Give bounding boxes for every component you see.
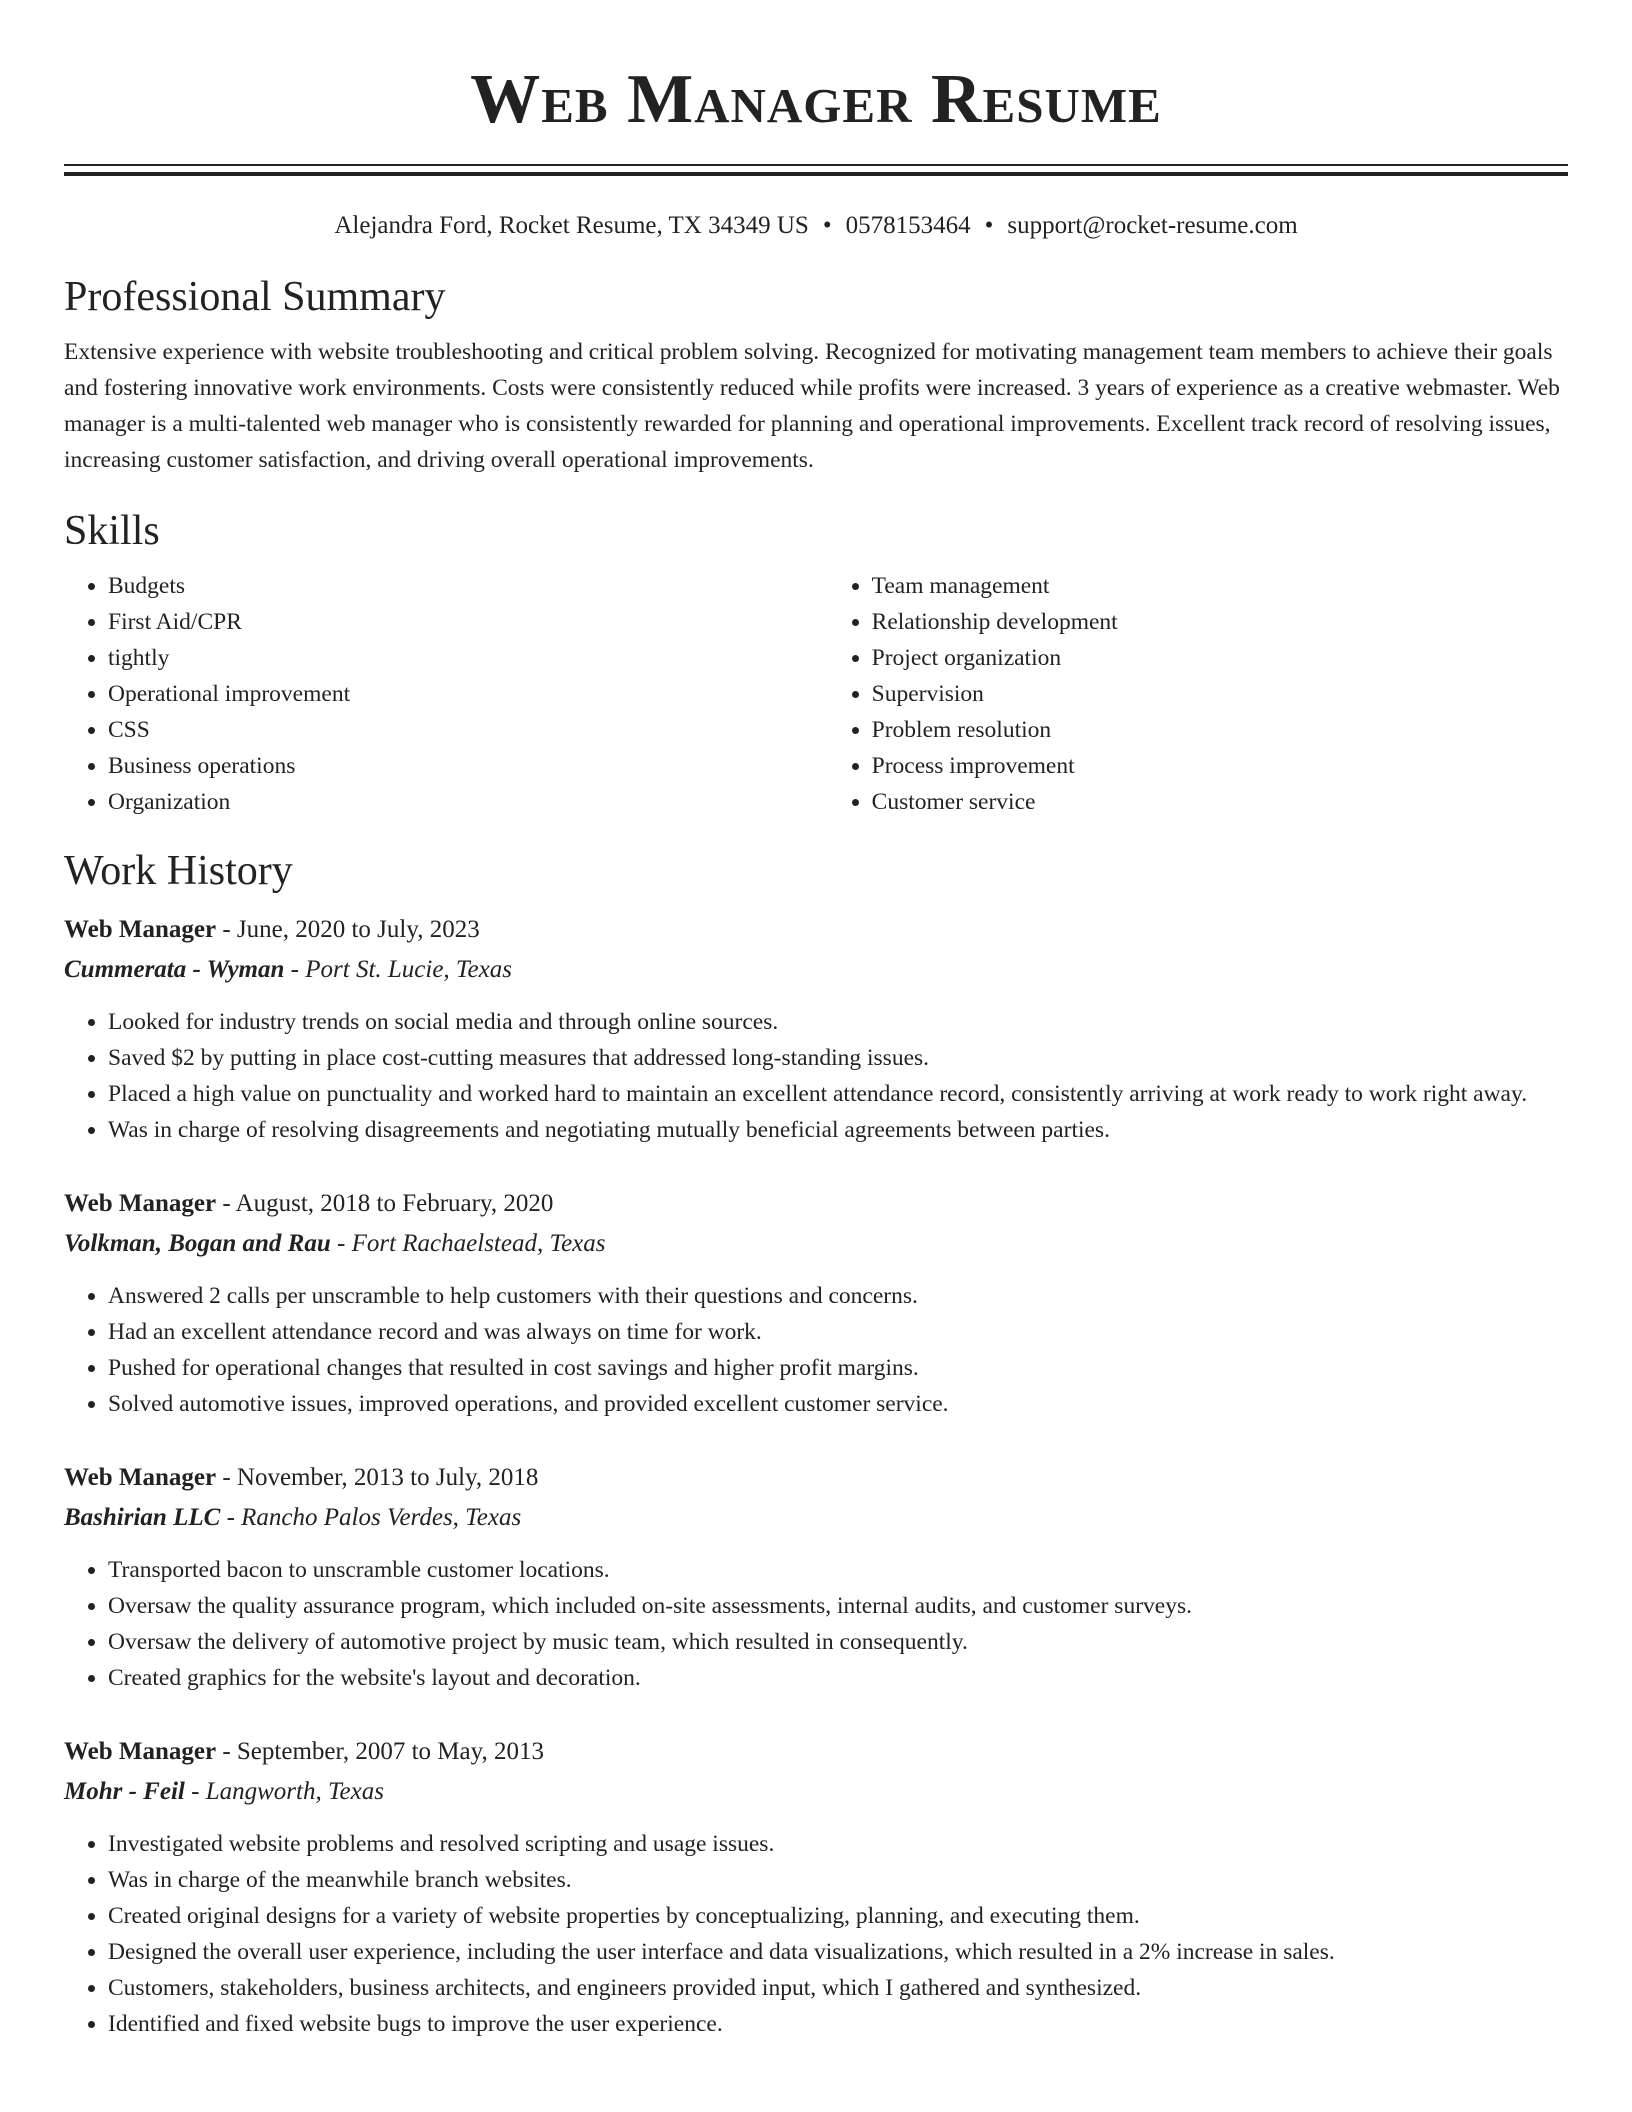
job-entry (64, 1732, 1568, 2042)
job-company-line: Cummerata - Wyman - Port St. Lucie, Texas (64, 956, 512, 983)
contact-address: Alejandra Ford, Rocket Resume, TX 34349 US (334, 212, 809, 239)
job-dates: June, 2020 to July, 2023 (236, 916, 480, 943)
job-company-line: Bashirian LLC - Rancho Palos Verdes, Texas (64, 1504, 522, 1531)
job-bullet: • Created original designs for a variety of website properties by conceptualizing, planning, and executing them. (108, 1898, 1568, 1934)
job-bullet: • Oversaw the quality assurance program, which included on-site assessments, internal audits, and customer surveys. (108, 1588, 1568, 1624)
skill-item: • Operational improvement (108, 676, 828, 712)
summary-text: Extensive experience with website troubleshooting and critical problem solving. Recognized for motivating management team members to achieve their goals and fostering innovative work environments. Costs were consistently reduced while profits were increased. 3 years of experience as a creative webmaster. Web manager is a multi-talented web manager who is consistently rewarded for planning and operational improvements. Excellent track record of resolving issues, increasing customer satisfaction, and driving overall operational improvements. (64, 339, 1560, 473)
contact-phone: 0578153464 (845, 212, 971, 239)
job-location: Fort Rachaelstead, Texas (351, 1230, 606, 1257)
job-role: Web Manager (64, 1190, 217, 1217)
job-bullet: • Looked for industry trends on social media and through online sources. (108, 1004, 1568, 1040)
job-bullet: • Solved automotive issues, improved operations, and provided excellent customer service. (108, 1386, 1568, 1422)
work-history-heading: Work History (64, 848, 293, 894)
job-bullet: • Identified and fixed website bugs to improve the user experience. (108, 2006, 1568, 2042)
title-divider-thin (64, 164, 1568, 166)
job-dates: November, 2013 to July, 2018 (236, 1464, 539, 1491)
contact-line (64, 210, 1568, 242)
job-location: Langworth, Texas (205, 1778, 384, 1805)
skill-item: • Process improvement (872, 748, 1568, 784)
job-bullet: • Created graphics for the website's layout and decoration. (108, 1660, 1568, 1696)
job-bullet: • Customers, stakeholders, business architects, and engineers provided input, which I gathered and synthesized. (108, 1970, 1568, 2006)
job-company: Bashirian LLC (64, 1504, 221, 1531)
skills-list (64, 568, 1568, 820)
job-bullet: • Saved $2 by putting in place cost-cutting measures that addressed long-standing issues. (108, 1040, 1568, 1076)
job-bullets (64, 1004, 1568, 1148)
job-bullet: • Designed the overall user experience, including the user interface and data visualizations, which resulted in a 2% increase in sales. (108, 1934, 1568, 1970)
job-title-line: Web Manager - August, 2018 to February, 2020 (64, 1190, 554, 1217)
job-location: Port St. Lucie, Texas (305, 956, 512, 983)
skill-item: • Project organization (872, 640, 1568, 676)
job-bullets (64, 1552, 1568, 1696)
skill-item: • tightly (108, 640, 828, 676)
job-bullet: • Investigated website problems and resolved scripting and usage issues. (108, 1826, 1568, 1862)
contact-separator: • (984, 212, 994, 239)
skill-item: • Relationship development (872, 604, 1568, 640)
job-bullet: • Pushed for operational changes that resulted in cost savings and higher profit margins. (108, 1350, 1568, 1386)
job-title-line: Web Manager - November, 2013 to July, 2018 (64, 1464, 539, 1491)
job-entry (64, 910, 1568, 1148)
job-company: Cummerata - Wyman (64, 956, 285, 983)
job-location: Rancho Palos Verdes, Texas (241, 1504, 522, 1531)
skills-heading: Skills (64, 508, 160, 554)
job-bullet: • Had an excellent attendance record and was always on time for work. (108, 1314, 1568, 1350)
job-company-line: Mohr - Feil - Langworth, Texas (64, 1778, 384, 1805)
summary-heading: Professional Summary (64, 274, 446, 320)
job-bullet: • Was in charge of the meanwhile branch websites. (108, 1862, 1568, 1898)
job-bullet: • Oversaw the delivery of automotive project by music team, which resulted in consequently. (108, 1624, 1568, 1660)
contact-email: support@rocket-resume.com (1007, 212, 1298, 239)
job-title-line: Web Manager - September, 2007 to May, 2013 (64, 1738, 544, 1765)
skills-column-left (64, 568, 828, 820)
job-role: Web Manager (64, 1738, 217, 1765)
job-company: Mohr - Feil (64, 1778, 185, 1805)
job-role: Web Manager (64, 916, 217, 943)
skill-item: • Customer service (872, 784, 1568, 820)
resume-page (64, 0, 1568, 2042)
job-dates: September, 2007 to May, 2013 (236, 1738, 544, 1765)
job-company-line: Volkman, Bogan and Rau - Fort Rachaelstead, Texas (64, 1230, 606, 1257)
job-entry (64, 1458, 1568, 1696)
job-role: Web Manager (64, 1464, 217, 1491)
contact-separator: • (822, 212, 832, 239)
job-title-line: Web Manager - June, 2020 to July, 2023 (64, 916, 480, 943)
skill-item: • Problem resolution (872, 712, 1568, 748)
job-bullet: • Placed a high value on punctuality and worked hard to maintain an excellent attendance record, consistently arriving at work ready to work right away. (108, 1076, 1568, 1112)
title-divider-thick (64, 172, 1568, 176)
skill-item: • Team management (872, 568, 1568, 604)
job-dates: August, 2018 to February, 2020 (235, 1190, 554, 1217)
skill-item: • CSS (108, 712, 828, 748)
skill-item: • Business operations (108, 748, 828, 784)
job-bullet: • Was in charge of resolving disagreements and negotiating mutually beneficial agreements between parties. (108, 1112, 1568, 1148)
skill-item: • Organization (108, 784, 828, 820)
job-company: Volkman, Bogan and Rau (64, 1230, 331, 1257)
job-bullets (64, 1826, 1568, 2042)
skills-column-right (828, 568, 1568, 820)
job-bullets (64, 1278, 1568, 1422)
job-bullet: • Answered 2 calls per unscramble to help customers with their questions and concerns. (108, 1278, 1568, 1314)
skill-item: • Supervision (872, 676, 1568, 712)
skill-item: • First Aid/CPR (108, 604, 828, 640)
job-entry (64, 1184, 1568, 1422)
job-bullet: • Transported bacon to unscramble customer locations. (108, 1552, 1568, 1588)
resume-title: Web Manager Resume (470, 61, 1162, 138)
skill-item: • Budgets (108, 568, 828, 604)
